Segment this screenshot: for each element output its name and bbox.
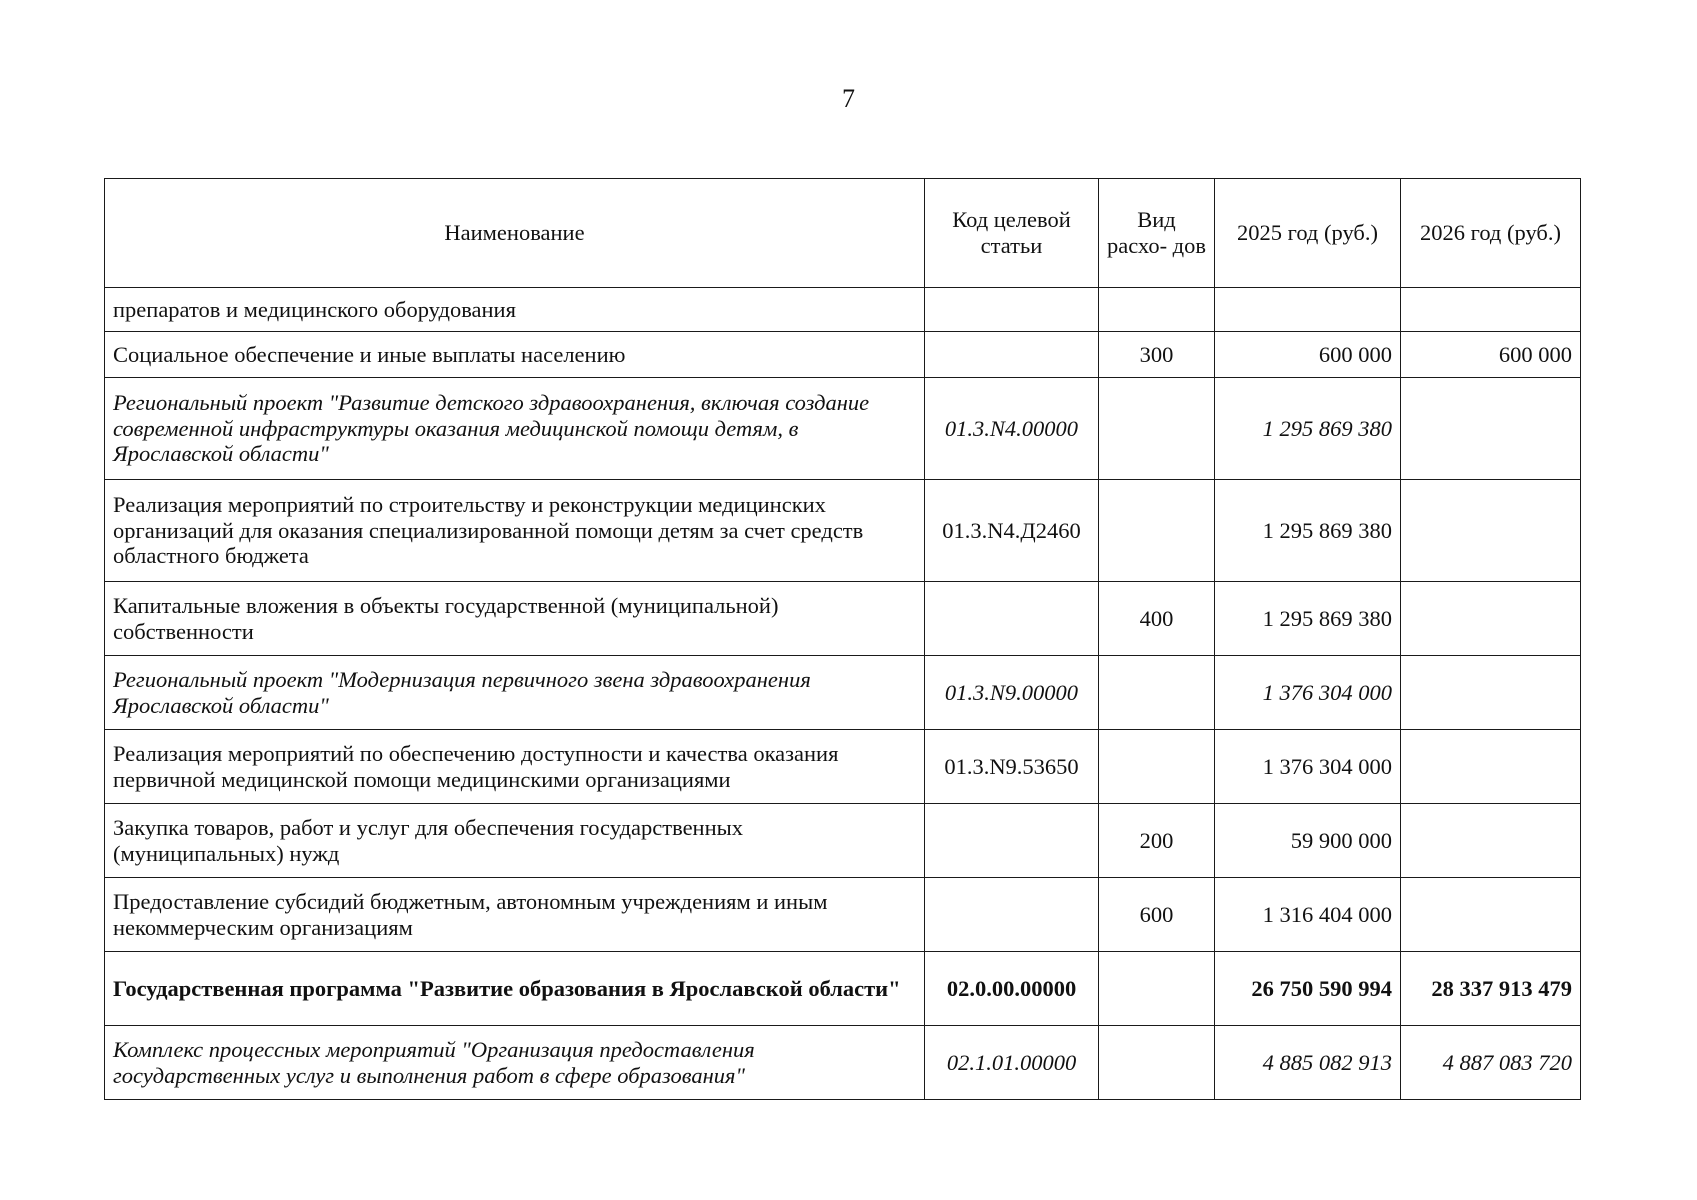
row-kind [1099,730,1215,804]
row-2025: 1 376 304 000 [1215,656,1401,730]
row-kind [1099,656,1215,730]
row-code: 01.3.N4.Д2460 [925,480,1099,582]
row-name: препаратов и медицинского оборудования [105,288,925,332]
row-2026: 4 887 083 720 [1401,1026,1581,1100]
row-2026 [1401,878,1581,952]
page-number: 7 [842,84,855,113]
row-code [925,332,1099,378]
table-row [105,288,1581,332]
row-2025: 4 885 082 913 [1215,1026,1401,1100]
row-2026 [1401,288,1581,332]
row-code: 02.1.01.00000 [925,1026,1099,1100]
row-kind [1099,480,1215,582]
table-row [105,952,1581,1026]
row-kind [1099,378,1215,480]
table-row [105,480,1581,582]
row-2025: 59 900 000 [1215,804,1401,878]
row-kind: 300 [1099,332,1215,378]
row-name: Государственная программа "Развитие образования в Ярославской области" [105,952,925,1026]
row-2025: 1 295 869 380 [1215,378,1401,480]
row-code: 01.3.N9.53650 [925,730,1099,804]
table-row [105,804,1581,878]
row-kind [1099,288,1215,332]
row-name: Закупка товаров, работ и услуг для обеспечения государственных (муниципальных) нужд [105,804,925,878]
row-2025: 1 295 869 380 [1215,480,1401,582]
table-row [105,656,1581,730]
row-kind [1099,1026,1215,1100]
table-row [105,332,1581,378]
row-2026 [1401,804,1581,878]
row-code [925,288,1099,332]
row-name: Комплекс процессных мероприятий "Организация предоставления государственных услуг и выполнения работ в сфере образования" [105,1026,925,1100]
table-row [105,878,1581,952]
table-row [105,378,1581,480]
table-row [105,730,1581,804]
table-row [105,582,1581,656]
header-2026: 2026 год (руб.) [1401,179,1581,288]
row-2025: 600 000 [1215,332,1401,378]
row-name: Региональный проект "Модернизация первичного звена здравоохранения Ярославской области" [105,656,925,730]
row-2026 [1401,480,1581,582]
row-2025: 1 295 869 380 [1215,582,1401,656]
row-2025: 26 750 590 994 [1215,952,1401,1026]
row-code: 01.3.N4.00000 [925,378,1099,480]
row-kind [1099,952,1215,1026]
header-2025: 2025 год (руб.) [1215,179,1401,288]
header-row [105,179,1581,288]
row-kind: 600 [1099,878,1215,952]
header-code: Код целевой статьи [925,179,1099,288]
header-name: Наименование [105,179,925,288]
row-kind: 200 [1099,804,1215,878]
row-code: 01.3.N9.00000 [925,656,1099,730]
row-name: Реализация мероприятий по обеспечению доступности и качества оказания первичной медицинской помощи медицинскими организациями [105,730,925,804]
row-2026: 28 337 913 479 [1401,952,1581,1026]
row-code: 02.0.00.00000 [925,952,1099,1026]
row-2025: 1 316 404 000 [1215,878,1401,952]
row-2025 [1215,288,1401,332]
budget-table [104,178,1581,1100]
row-code [925,582,1099,656]
row-name: Реализация мероприятий по строительству и реконструкции медицинских организаций для оказания специализированной помощи детям за счет средств областного бюджета [105,480,925,582]
row-2026 [1401,582,1581,656]
row-2026 [1401,378,1581,480]
row-2026 [1401,730,1581,804]
header-kind: Вид расхо- дов [1099,179,1215,288]
row-2025: 1 376 304 000 [1215,730,1401,804]
row-name: Капитальные вложения в объекты государственной (муниципальной) собственности [105,582,925,656]
row-2026: 600 000 [1401,332,1581,378]
row-name: Социальное обеспечение и иные выплаты населению [105,332,925,378]
table-row [105,1026,1581,1100]
row-name: Предоставление субсидий бюджетным, автономным учреждениям и иным некоммерческим организациям [105,878,925,952]
row-code [925,878,1099,952]
row-code [925,804,1099,878]
row-name: Региональный проект "Развитие детского здравоохранения, включая создание современной инфраструктуры оказания медицинской помощи детям, в Ярославской области" [105,378,925,480]
row-2026 [1401,656,1581,730]
row-kind: 400 [1099,582,1215,656]
